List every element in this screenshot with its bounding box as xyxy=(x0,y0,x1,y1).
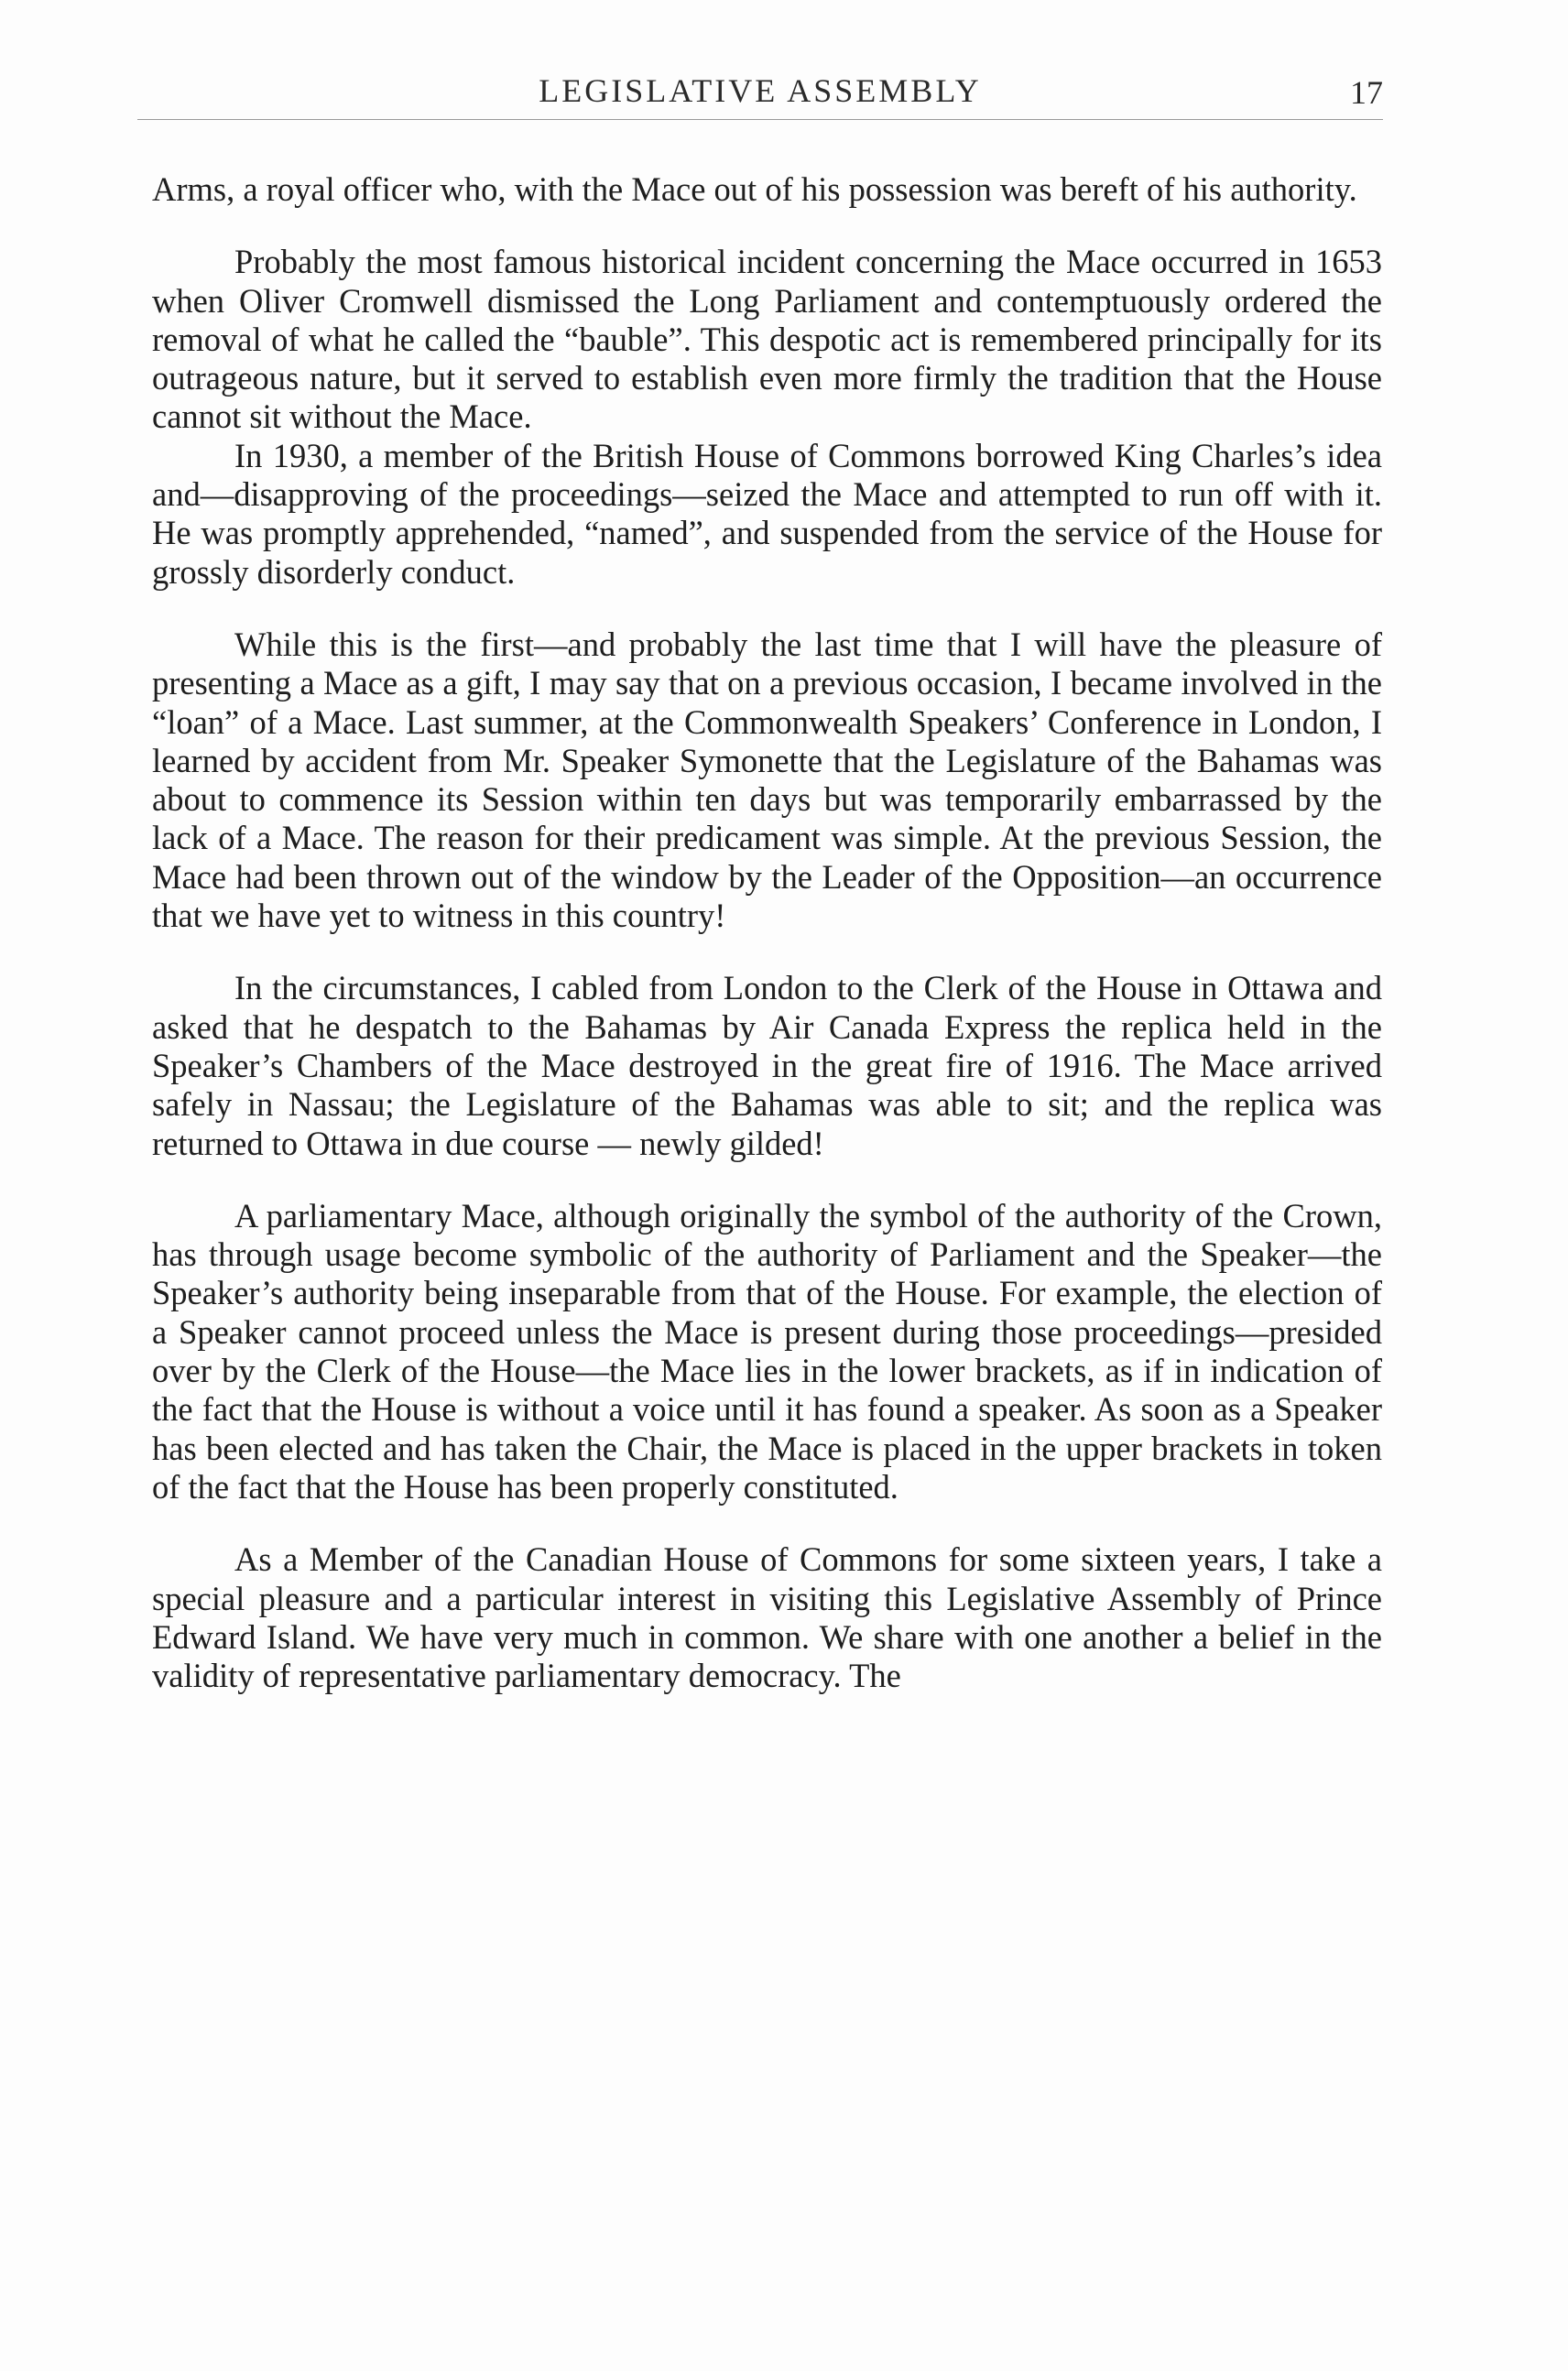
paragraph-1: Arms, a royal officer who, with the Mace out of his possession was bereft of his authority. xyxy=(152,170,1357,208)
paragraph-7: As a Member of the Canadian House of Commons for some sixteen years, I take a special pleasure and a particular interest in visiting this Legislative Assembly of Prince Edward Island. We have very much in common. We share with one another a belief in the validity of representative parliamentary democracy. The xyxy=(152,1540,1382,1695)
paragraph-4: While this is the first—and probably the last time that I will have the pleasure of presenting a Mace as a gift, I may say that on a previous occasion, I became involved in the “loan” of a Mace. Last summer, at the Commonwealth Speakers’ Conference in London, I learned by accident from Mr. Speaker Symonette that the Legislature of the Bahamas was about to commence its Session within ten days but was temporarily embarrassed by the lack of a Mace. The reason for their predicament was simple. At the previous Session, the Mace had been thrown out of the window by the Leader of the Opposition—an occurrence that we have yet to witness in this country! xyxy=(152,625,1382,935)
running-title: LEGISLATIVE ASSEMBLY xyxy=(539,72,982,109)
paragraph-2: Probably the most famous historical incident concerning the Mace occurred in 1653 when Oliver Cromwell dismissed the Long Parliament and contemptuously ordered the removal of what he called the “bauble”. This despotic act is remembered principally for its outrageous nature, but it served to establish even more firmly the tradition that the House cannot sit without the Mace. xyxy=(152,243,1382,436)
paragraph-3: In 1930, a member of the British House of Commons borrowed King Charles’s idea and—disapproving of the proceedings—seized the Mace and attempted to run off with it. He was promptly apprehended, “named”, and suspended from the service of the House for grossly disorderly conduct. xyxy=(152,436,1382,591)
page-number: 17 xyxy=(1350,74,1383,111)
header-rule xyxy=(137,119,1383,120)
paragraph-5: In the circumstances, I cabled from London to the Clerk of the House in Ottawa and asked that he despatch to the Bahamas by Air Canada Express the replica held in the Speaker’s Chambers of the Mace destroyed in the great fire of 1916. The Mace arrived safely in Nassau; the Legislature of the Bahamas was able to sit; and the replica was returned to Ottawa in due course — newly gilded! xyxy=(152,969,1382,1162)
body-text xyxy=(152,170,1382,1695)
paragraph-6: A parliamentary Mace, although originally the symbol of the authority of the Crown, has through usage become symbolic of the authority of Parliament and the Speaker—the Speaker’s authority being inseparable from that of the House. For example, the election of a Speaker cannot proceed unless the Mace is present during those proceedings—presided over by the Clerk of the House—the Mace lies in the lower brackets, as if in indication of the fact that the House is without a voice until it has found a speaker. As soon as a Speaker has been elected and has taken the Chair, the Mace is placed in the upper brackets in token of the fact that the House has been properly constituted. xyxy=(152,1196,1382,1506)
page-header xyxy=(137,71,1383,125)
